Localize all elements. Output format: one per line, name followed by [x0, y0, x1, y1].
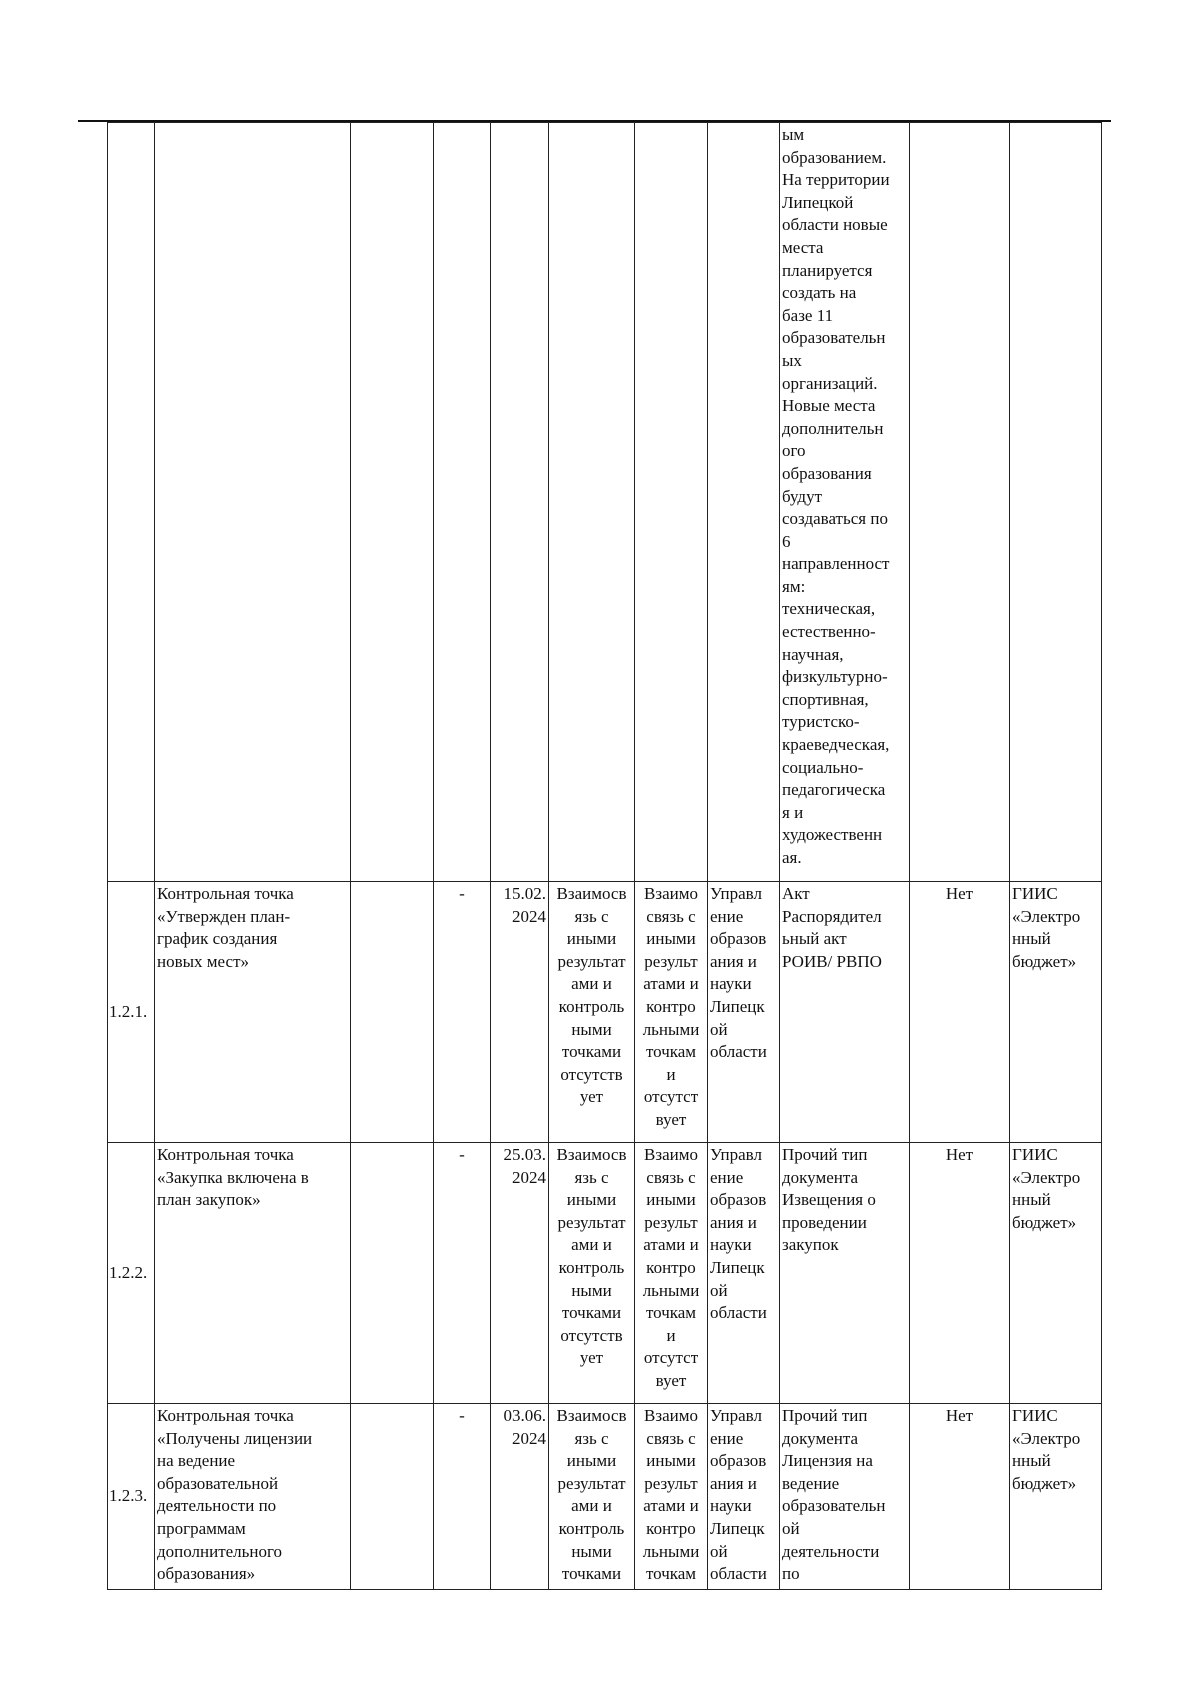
column-3-cell: [351, 882, 434, 1143]
name-cell: Контрольная точка «Получены лицензии на ведение образовательной деятельности по программам дополнительного образования»: [155, 1404, 351, 1590]
row-number-cell: 1.2.2.: [108, 1143, 155, 1404]
link-checkpoints-cell: Взаимо связь с иными результ атами и контро льными точкам: [635, 1404, 708, 1590]
column-4-cell: -: [434, 1404, 491, 1590]
plan-table: [107, 122, 1102, 1590]
responsible-cell: Управл ение образов ания и науки Липецк ой области: [708, 882, 780, 1143]
approval-cell: Нет: [910, 1404, 1010, 1590]
system-cell: ГИИС «Электро нный бюджет»: [1010, 882, 1102, 1143]
column-4-cell: -: [434, 882, 491, 1143]
link-results-cell: Взаимосв язь с иными результат ами и контроль ными точками отсутств ует: [549, 1143, 635, 1404]
table-row: [108, 882, 1102, 1143]
link-results-cell: Взаимосв язь с иными результат ами и контроль ными точками: [549, 1404, 635, 1590]
date-cell: 03.06. 2024: [491, 1404, 549, 1590]
document-cell: Акт Распорядител ьный акт РОИВ/ РВПО: [780, 882, 910, 1143]
row-number-cell: 1.2.3.: [108, 1404, 155, 1590]
row-number-cell: [108, 123, 155, 882]
responsible-cell: [708, 123, 780, 882]
column-4-cell: -: [434, 1143, 491, 1404]
name-cell: [155, 123, 351, 882]
link-results-cell: Взаимосв язь с иными результат ами и контроль ными точками отсутств ует: [549, 882, 635, 1143]
link-results-cell: [549, 123, 635, 882]
column-3-cell: [351, 123, 434, 882]
system-cell: ГИИС «Электро нный бюджет»: [1010, 1143, 1102, 1404]
responsible-cell: Управл ение образов ания и науки Липецк ой области: [708, 1404, 780, 1590]
name-cell: Контрольная точка «Утвержден план- график создания новых мест»: [155, 882, 351, 1143]
responsible-cell: Управл ение образов ания и науки Липецк ой области: [708, 1143, 780, 1404]
table-row: [108, 123, 1102, 882]
row-number-cell: 1.2.1.: [108, 882, 155, 1143]
date-cell: [491, 123, 549, 882]
approval-cell: [910, 123, 1010, 882]
document-cell: Прочий тип документа Лицензия на ведение образовательн ой деятельности по: [780, 1404, 910, 1590]
link-checkpoints-cell: Взаимо связь с иными результ атами и контро льными точкам и отсутст вует: [635, 1143, 708, 1404]
document-cell: Прочий тип документа Извещения о проведении закупок: [780, 1143, 910, 1404]
link-checkpoints-cell: Взаимо связь с иными результ атами и контро льными точкам и отсутст вует: [635, 882, 708, 1143]
name-cell: Контрольная точка «Закупка включена в план закупок»: [155, 1143, 351, 1404]
system-cell: ГИИС «Электро нный бюджет»: [1010, 1404, 1102, 1590]
column-4-cell: [434, 123, 491, 882]
approval-cell: Нет: [910, 1143, 1010, 1404]
date-cell: 25.03. 2024: [491, 1143, 549, 1404]
table-row: [108, 1143, 1102, 1404]
table-row: [108, 1404, 1102, 1590]
link-checkpoints-cell: [635, 123, 708, 882]
column-3-cell: [351, 1143, 434, 1404]
approval-cell: Нет: [910, 882, 1010, 1143]
column-3-cell: [351, 1404, 434, 1590]
document-cell: ым образованием. На территории Липецкой области новые места планируется создать на базе 11 образовательн ых организаций. Новые места дополнительн ого образования будут создаваться по 6 направленност ям: техническая, естественно- научная, физкультурно- спортивная, туристско- краеведческая, социально- педагогическа я и художественн ая.: [780, 123, 910, 882]
system-cell: [1010, 123, 1102, 882]
date-cell: 15.02. 2024: [491, 882, 549, 1143]
